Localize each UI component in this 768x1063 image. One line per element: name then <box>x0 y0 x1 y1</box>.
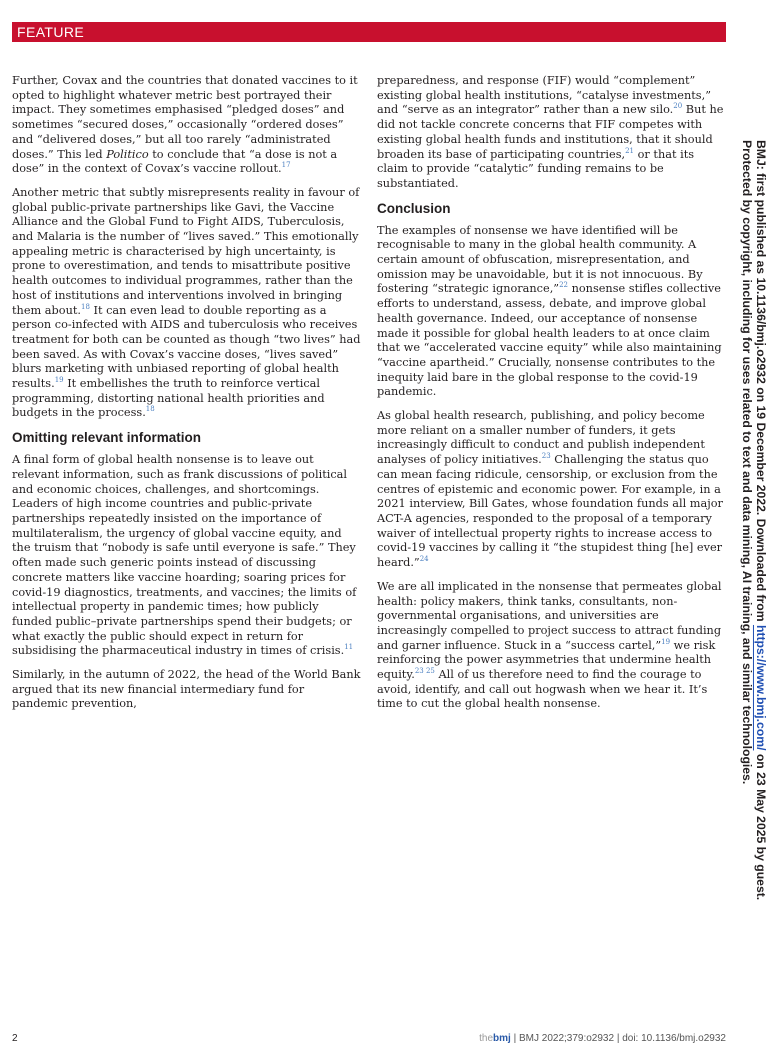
the-wordmark: the <box>479 1033 494 1044</box>
footer-citation <box>479 1033 726 1044</box>
text: Another metric that subtly misrepresents reality in favour of global public-private partnerships like Gavi, the Vaccine Alliance and the Global Fund to Fight AIDS, Tuberculosis, and Malaria is the number of “lives saved.” This emotionally appealing metric is characterised by high uncertainty, is prone to overestimation, and tends to misattribute positive health outcomes to individual programmes, rather than the host of institutions and interventions involved in bringing them about. <box>12 185 360 317</box>
right-column <box>377 74 727 721</box>
left-column <box>12 74 362 721</box>
reference-link[interactable]: 17 <box>281 161 291 170</box>
text: It embellishes the truth to reinforce vertical programming, distorting national health priorities and budgets in the process. <box>12 377 325 420</box>
text: But he did not tackle concrete concerns that FIF competes with existing global health funds and institutions, that it should broaden its base of participating countries, <box>377 103 724 161</box>
sidebar-line <box>754 140 768 900</box>
text: we risk reinforcing the power asymmetries that undermine health equity. <box>377 638 716 682</box>
text: to conclude that “a dose is not a dose” in the context of Covax’s vaccine rollout. <box>12 147 338 176</box>
section-banner: FEATURE <box>12 22 726 42</box>
emphasis: Politico <box>106 147 149 161</box>
paragraph <box>12 186 362 421</box>
paragraph <box>377 224 727 400</box>
reference-link[interactable]: 19 <box>661 637 671 646</box>
reference-link[interactable]: 23 <box>541 452 551 461</box>
paragraph <box>377 409 727 571</box>
reference-link[interactable]: 22 <box>559 281 568 290</box>
reference-link[interactable]: 21 <box>625 146 635 155</box>
reference-link[interactable]: 18 <box>80 302 90 311</box>
text: The examples of nonsense we have identified will be recognisable to many in the global health community. A certain amount of obfuscation, misrepresentation, and omission may be unavoidable, but it is not innocuous. By fostering “strategic ignorance,” <box>377 223 703 296</box>
page-number: 2 <box>12 1033 18 1044</box>
sidebar-line: Protected by copyright, including for uses related to text and data mining, AI training, and similar technologies. <box>740 140 754 785</box>
reference-link[interactable]: 18 <box>145 405 155 414</box>
text: Challenging the status quo can mean facing ridicule, censorship, or exclusion from the centres of epistemic and economic power. For example, in a 2021 interview, Bill Gates, whose foundation funds all major ACT-A agencies, responded to the proposal of a temporary waiver of intellectual property rights to increase access to covid-19 vaccines by calling it “the stupidest thing [he] ever heard.” <box>377 453 723 570</box>
text: It can even lead to double reporting as a person co-infected with AIDS and tuberculosis who receives treatment for both can be counted as though “two lives” had been saved. As with Covax’s vaccine doses, “lives saved” blurs marketing with unbiased reporting of global health results. <box>12 303 361 391</box>
reference-link[interactable]: 19 <box>54 376 64 385</box>
bmj-link[interactable]: https://www.bmj.com/ <box>754 624 768 751</box>
copyright-sidebar <box>740 140 768 900</box>
text: A final form of global health nonsense is to leave out relevant information, such as frank discussions of political and economic choices, challenges, and shortcomings. Leaders of high income countries and public-private partnerships repeatedly insisted on the importance of multilateralism, the urgency of global vaccine equity, and the truism that “nobody is safe until everyone is safe.” They often made such generic points instead of discussing concrete matters like vaccine hoarding; soaring prices for covid-19 diagnostics, treatments, and vaccines; the limits of intellectual property in pandemic times; how publicly funded public–private partnerships spend their budgets; or what exactly the public should expect in return for subsidising the pharmaceutical industry in times of crisis. <box>12 453 357 658</box>
text: All of us therefore need to find the courage to avoid, identify, and call out hogwash when we hear it. It’s time to cut the global health nonsense. <box>377 668 708 711</box>
paragraph <box>12 74 362 177</box>
text: BMJ: first published as 10.1136/bmj.o2932 on 19 December 2022. Downloaded from <box>754 140 768 625</box>
paragraph <box>12 453 362 659</box>
text: Further, Covax and the countries that donated vaccines to it opted to highlight whatever metric best portrayed their impact. They sometimes emphasised “pledged doses” and sometimes “secured doses,” occasionally “ordered doses” and “delivered doses,” but all too rarely “administrated doses.” This led <box>12 74 358 161</box>
bmj-wordmark: bmj <box>493 1033 511 1044</box>
text: We are all implicated in the nonsense that permeates global health: policy makers, think tanks, consultants, non-governmental organisations, and universities are increasingly compelled to project success to attract funding and garner influence. Stuck in a “success cartel,” <box>377 579 722 652</box>
reference-link[interactable]: 11 <box>344 643 354 652</box>
text: or that its claim to provide “catalytic” funding remains to be substantiated. <box>377 147 695 190</box>
text: preparedness, and response (FIF) would “complement” existing global health institutions, “catalyse investments,” and “serve as an integrator” rather than a new silo. <box>377 74 711 117</box>
reference-link[interactable]: 24 <box>419 555 429 564</box>
reference-link[interactable]: 23 25 <box>414 667 435 676</box>
paragraph <box>377 580 727 712</box>
section-heading: Conclusion <box>377 200 451 216</box>
citation-text: | BMJ 2022;379:o2932 | doi: 10.1136/bmj.o2932 <box>510 1033 726 1044</box>
paragraph <box>377 74 727 192</box>
text: nonsense stifles collective efforts to understand, assess, debate, and improve global health governance. Indeed, our acceptance of nonsense made it possible for global health leaders to at once claim that we “accelerated vaccine equity” while also maintaining “vaccine apartheid.” Crucially, nonsense contributes to the inequity laid bare in the global response to the covid-19 pandemic. <box>377 282 722 399</box>
paragraph: Similarly, in the autumn of 2022, the head of the World Bank argued that its new financial intermediary fund for pandemic prevention, <box>12 668 361 711</box>
text: As global health research, publishing, and policy become more reliant on a smaller number of funders, it gets increasingly difficult to conduct and publish independent analyses of policy initiatives. <box>377 409 705 467</box>
text: on 23 May 2025 by guest. <box>754 750 768 901</box>
reference-link[interactable]: 20 <box>673 102 683 111</box>
section-heading: Omitting relevant information <box>12 430 202 446</box>
